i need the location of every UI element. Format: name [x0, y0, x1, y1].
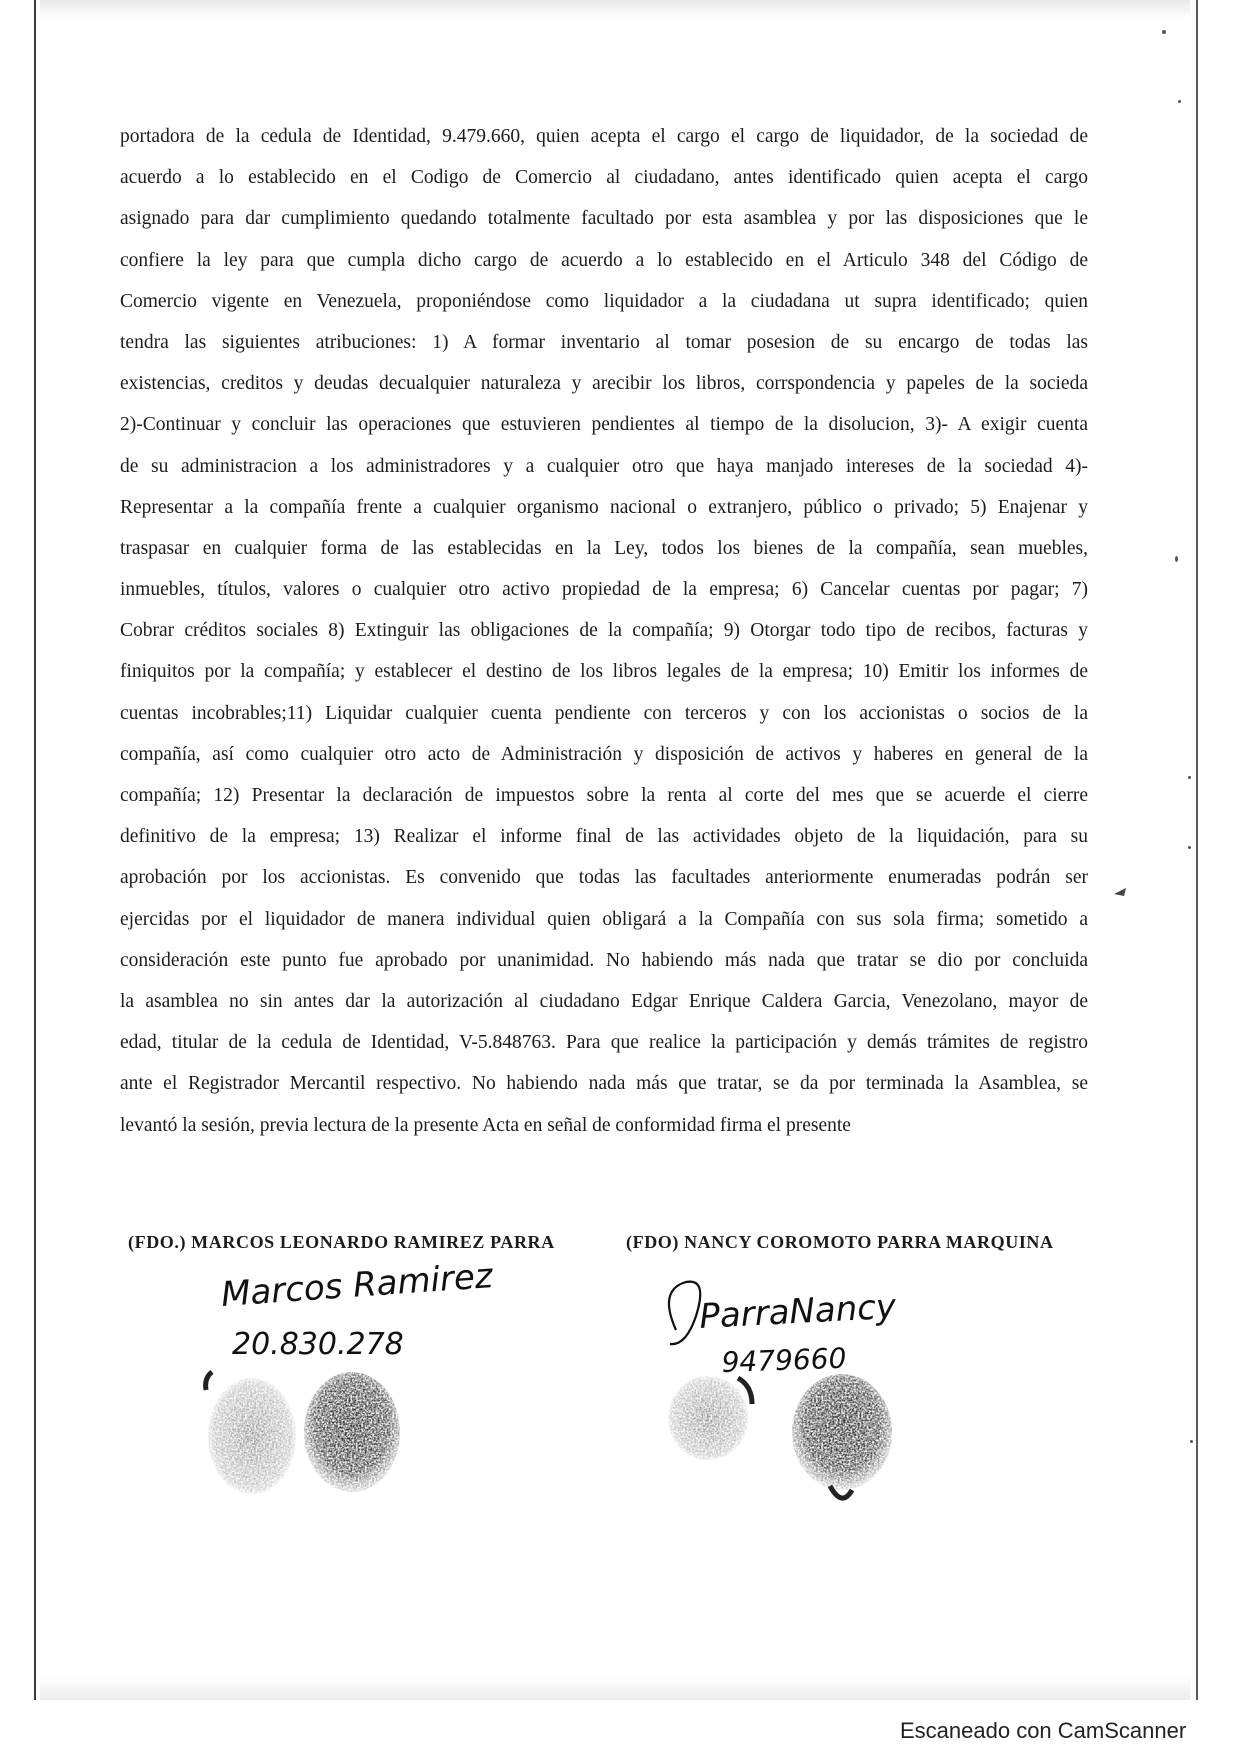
- scan-speck: [1188, 776, 1191, 779]
- handwritten-name-left: Marcos Ramirez: [219, 1256, 494, 1315]
- text-line: ante el Registrador Mercantil respectivo. No habiendo nada más que tratar, se da por terminada la Asamblea, se: [120, 1073, 1088, 1095]
- camscanner-watermark: Escaneado con CamScanner: [900, 1718, 1187, 1743]
- scan-speck: [1178, 100, 1181, 103]
- scan-speck: [1162, 30, 1166, 34]
- scan-speck: [1188, 846, 1191, 849]
- text-line: ejercidas por el liquidador de manera individual quien obligará a la Compañía con sus sola firma; sometido a: [120, 908, 1088, 930]
- text-line: tendra las siguientes atribuciones: 1) A formar inventario al tomar posesion de su encargo de todas las: [120, 331, 1088, 353]
- fingerprint-stroke: [206, 1372, 212, 1390]
- signature-label-right: (FDO) NANCY COROMOTO PARRA MARQUINA: [626, 1232, 1054, 1252]
- text-line: edad, titular de la cedula de Identidad, V-5.848763. Para que realice la participación y demás trámites de registro: [120, 1032, 1088, 1054]
- text-line: confiere la ley para que cumpla dicho cargo de acuerdo a lo establecido en el Articulo 348 del Código de: [120, 249, 1088, 271]
- text-line: de su administracion a los administradores y a cualquier otro que haya manjado intereses de la sociedad 4)-: [120, 455, 1088, 477]
- scan-speck: [1190, 1440, 1193, 1443]
- text-line: inmuebles, títulos, valores o cualquier otro activo propiedad de la empresa; 6) Cancelar cuentas por pagar; 7): [120, 579, 1088, 601]
- handwritten-name-right: ParraNancy: [698, 1286, 897, 1337]
- handwritten-id-right: 9479660: [721, 1341, 847, 1379]
- text-line: acuerdo a lo establecido en el Codigo de Comercio al ciudadano, antes identificado quien acepta el cargo: [120, 167, 1088, 189]
- fingerprint-left-1: [208, 1378, 296, 1494]
- text-line: traspasar en cualquier forma de las establecidas en la Ley, todos los bienes de la compañía, sean muebles,: [120, 537, 1088, 559]
- signature-label-left: (FDO.) MARCOS LEONARDO RAMIREZ PARRA: [128, 1232, 555, 1252]
- text-line: compañía; 12) Presentar la declaración de impuestos sobre la renta al corte del mes que se acuerde el cierre: [120, 785, 1088, 806]
- text-line: cuentas incobrables;11) Liquidar cualquier cuenta pendiente con terceros y con los accionistas o socios de la: [120, 702, 1088, 724]
- text-line: Representar a la compañía frente a cualquier organismo nacional o extranjero, público o privado; 5) Enajenar y: [120, 496, 1088, 518]
- handwritten-signature-right: [669, 1282, 898, 1379]
- fingerprint-right-1: [668, 1376, 748, 1460]
- text-line: aprobación por los accionistas. Es convenido que todas las facultades anteriormente enumeradas podrán ser: [120, 867, 1088, 889]
- text-line: finiquitos por la compañía; y establecer el destino de los libros legales de la empresa; 10) Emitir los informes de: [120, 661, 1088, 683]
- margin-mark: [1114, 888, 1126, 896]
- scan-speck: [1175, 556, 1178, 562]
- text-line: Cobrar créditos sociales 8) Extinguir las obligaciones de la compañía; 9) Otorgar todo tipo de recibos, facturas y: [120, 620, 1088, 642]
- fingerprint-right-2: [792, 1374, 892, 1490]
- fingerprint-left-2: [304, 1372, 400, 1492]
- text-line: existencias, creditos y deudas decualquier naturaleza y arecibir los libros, corrspondencia y papeles de la socieda: [120, 373, 1088, 395]
- handwritten-id-left: 20.830.278: [232, 1327, 404, 1362]
- text-line: definitivo de la empresa; 13) Realizar el informe final de las actividades objeto de la liquidación, para su: [120, 826, 1088, 848]
- text-line: 2)-Continuar y concluir las operaciones que estuvieren pendientes al tiempo de la disolucion, 3)- A exigir cuenta: [120, 414, 1088, 436]
- text-line: levantó la sesión, previa lectura de la presente Acta en señal de conformidad firma el presente: [120, 1114, 851, 1136]
- text-line: portadora de la cedula de Identidad, 9.479.660, quien acepta el cargo el cargo de liquidador, de la sociedad de: [120, 126, 1088, 147]
- text-line: la asamblea no sin antes dar la autorización al ciudadano Edgar Enrique Caldera Garcia, Venezolano, mayor de: [120, 990, 1088, 1012]
- text-line: asignado para dar cumplimiento quedando totalmente facultado por esta asamblea y por las disposiciones que le: [120, 208, 1088, 230]
- text-line: consideración este punto fue aprobado por unanimidad. No habiendo más nada que tratar se dio por concluida: [120, 949, 1088, 971]
- handwritten-signature-left: [220, 1256, 495, 1362]
- text-line: compañía, así como cualquier otro acto de Administración y disposición de activos y haberes en general de la: [120, 743, 1088, 765]
- text-line: Comercio vigente en Venezuela, proponiéndose como liquidador a la ciudadana ut supra identificado; quien: [120, 290, 1088, 312]
